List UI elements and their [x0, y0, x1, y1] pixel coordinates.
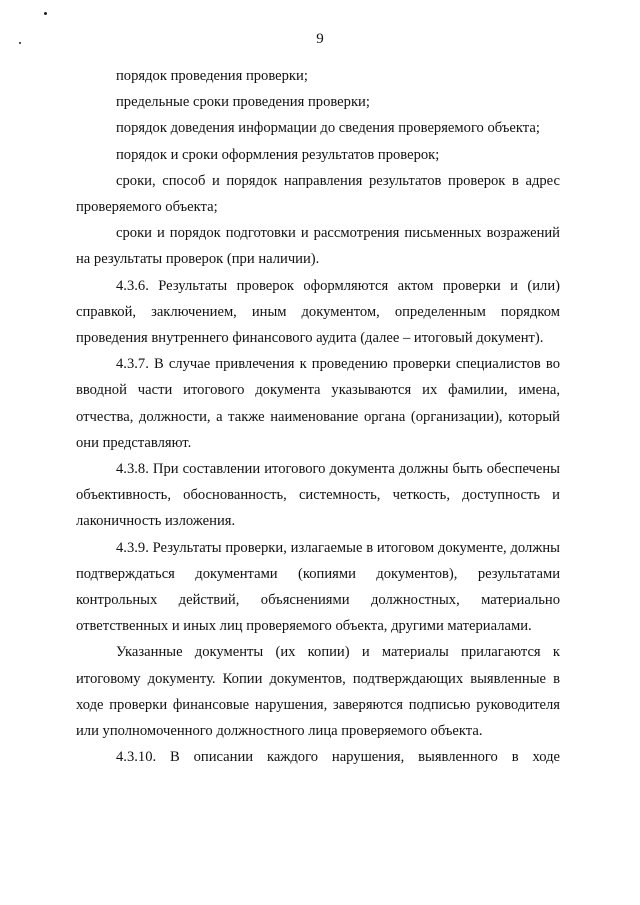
paragraph-4-3-6: 4.3.6. Результаты проверок оформляются актом проверки и (или) справкой, заключением, иным документом, определенным порядком проведения внутреннего финансового аудита (далее – итоговый документ). [76, 277, 560, 347]
page-number: 9 [316, 31, 324, 47]
paragraph-4-3-10: 4.3.10. В описании каждого нарушения, выявленного в ходе [116, 749, 560, 766]
list-item: сроки и порядок подготовки и рассмотрения письменных возражений на результаты проверок (при наличии). [76, 225, 560, 268]
paragraph-4-3-7: 4.3.7. В случае привлечения к проведению проверки специалистов во вводной части итогового документа указываются их фамилии, имена, отчества, должности, а также наименование органа (организации), который они представляют. [76, 356, 560, 451]
paragraph-4-3-9: 4.3.9. Результаты проверки, излагаемые в итоговом документе, должны подтверждаться документами (копиями документов), результатами контрольных действий, объяснениями должностных, материально ответственных и иных лиц проверяемого объекта, другими материалами. [76, 539, 560, 635]
list-item: предельные сроки проведения проверки; [116, 94, 370, 111]
document-body [76, 63, 560, 770]
paragraph-4-3-8: 4.3.8. При составлении итогового документа должны быть обеспечены объективность, обоснованность, системность, четкость, доступность и лаконичность изложения. [76, 461, 560, 530]
list-item: порядок доведения информации до сведения проверяемого объекта; [116, 120, 540, 137]
list-item: сроки, способ и порядок направления результатов проверок в адрес проверяемого объекта; [76, 172, 560, 216]
list-item: порядок проведения проверки; [116, 68, 308, 84]
list-item: порядок и сроки оформления результатов проверок; [116, 146, 440, 163]
paragraph-attachments: Указанные документы (их копии) и материалы прилагаются к итоговому документу. Копии документов, подтверждающих выявленные в ходе проверки финансовые нарушения, заверяются подписью руководителя или уполномоченного должностного лица проверяемого объекта. [76, 644, 560, 740]
scan-speck [44, 12, 47, 15]
